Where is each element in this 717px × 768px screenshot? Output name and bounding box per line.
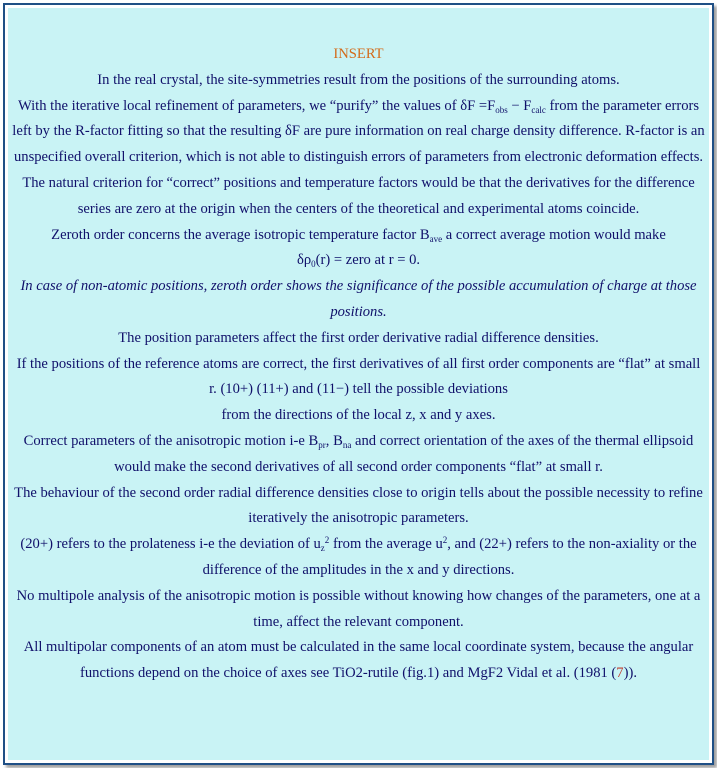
text-segment: With the iterative local refinement of parameters, we “purify” the values of δF =F [17,97,496,114]
subscript-pr: pr [318,439,326,450]
text-segment: All multipolar components of an atom must be calculated in the same local coordinate system, because the angular functions depend on the choice of axes see TiO2-rutile (fig.1) and MgF2 Vidal et al. (1981 ( [23,639,694,682]
paragraph-local-axes: from the directions of the local z, x and y axes. [221,407,496,424]
superscript-2: 2 [442,535,448,546]
insert-content [12,42,705,687]
text-segment: a correct average motion would make [442,226,666,243]
text-segment: and correct orientation of the axes of the thermal ellipsoid would make the second derivatives of all second order components “flat” at small r. [114,432,694,475]
paragraph-natural-criterion: The natural criterion for “correct” positions and temperature factors would be that the derivatives for the difference series are zero at the origin when the centers of the theoretical and experimental atoms coincide. [22,174,695,217]
paragraph-prolateness [12,532,705,584]
paragraph-purify-deltaF [12,94,705,171]
paragraph-position-parameters: The position parameters affect the first order derivative radial difference densities. [118,329,599,346]
reference-link-7[interactable]: 7 [616,665,624,682]
text-segment: (20+) refers to the prolateness i-e the deviation of u [20,536,321,553]
text-segment: − F [507,97,532,114]
paragraph-second-order: The behaviour of the second order radial difference densities close to origin tells about the possible necessity to refine iteratively the anisotropic parameters. [14,484,703,527]
superscript-2: 2 [324,535,330,546]
subscript-na: na [342,439,352,450]
paragraph-local-coordinate-system [12,635,705,687]
paragraph-zeroth-order [12,223,705,249]
text-segment: (r) = zero at r = 0. [315,252,421,269]
text-segment: from the average u [329,536,443,553]
paragraph-non-atomic-positions: In case of non-atomic positions, zeroth order shows the significance of the possible accumulation of charge at those positions. [20,278,697,320]
subscript-calc: calc [531,104,546,115]
insert-box-frame [3,3,714,765]
subscript-ave: ave [429,233,443,244]
subscript-obs: obs [495,104,508,115]
text-segment: , B [325,432,343,449]
paragraph-site-symmetries: In the real crystal, the site-symmetries result from the positions of the surrounding atoms. [97,71,620,88]
insert-panel [8,8,709,760]
paragraph-anisotropic-motion [12,429,705,481]
paragraph-multipole-analysis: No multipole analysis of the anisotropic motion is possible without knowing how changes of the parameters, one at a time, affect the relevant component. [16,587,701,630]
subscript-z: z [320,543,325,554]
paragraph-first-derivatives: If the positions of the reference atoms are correct, the first derivatives of all first order components are “flat” at small r. (10+) (11+) and (11−) tell the possible deviations [16,355,701,398]
text-segment: )). [623,665,637,682]
subscript-0: 0 [311,259,316,270]
insert-heading: INSERT [333,46,384,62]
text-segment: δρ [296,252,312,269]
formula-delta-rho-zero [12,248,705,274]
text-segment: from the parameter errors left by the R-factor fitting so that the resulting δF are pure information on real charge density difference. R-factor is an unspecified overall criterion, which is not able to distinguish errors of parameters from electronic deformation effects. [12,97,705,166]
text-segment: Correct parameters of the anisotropic motion i-e B [23,432,319,449]
text-segment: , and (22+) refers to the non-axiality or the difference of the amplitudes in the x and y directions. [202,536,697,578]
text-segment: Zeroth order concerns the average isotropic temperature factor B [51,226,430,243]
